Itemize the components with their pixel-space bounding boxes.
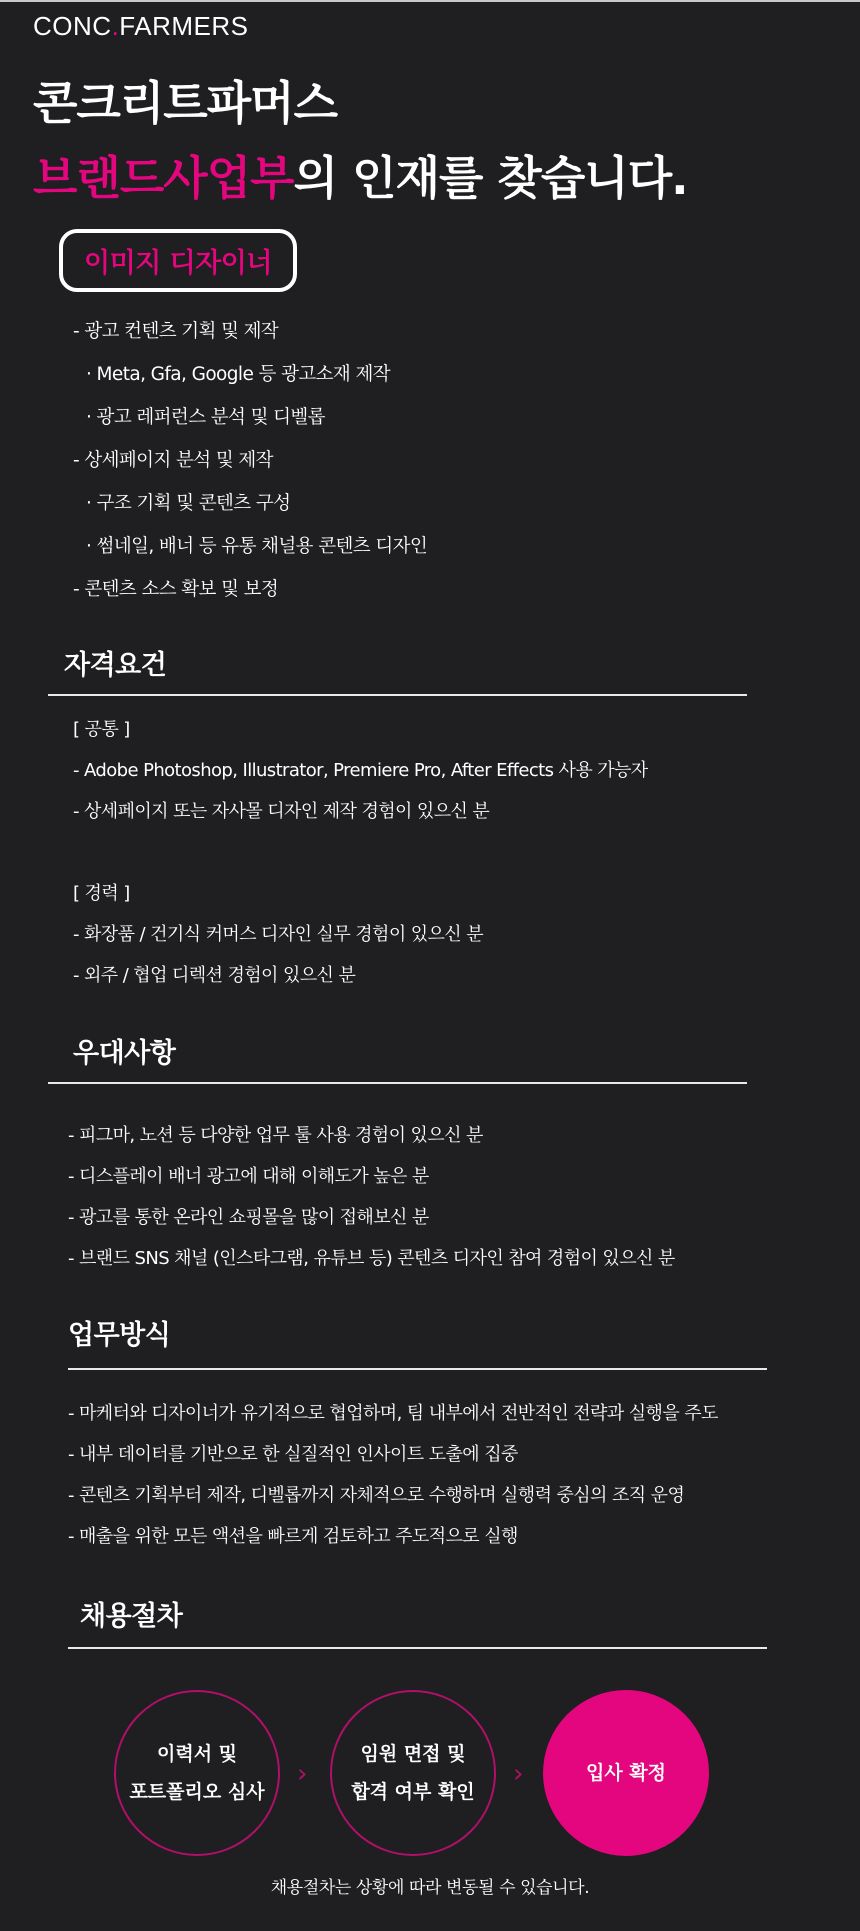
duty-sub-item: · 썸네일, 배너 등 유통 채널용 콘텐츠 디자인 xyxy=(86,536,428,557)
duties-list xyxy=(73,314,427,615)
logo-text-left: CONC xyxy=(33,11,112,41)
step-line-2: 포트폴리오 심사 xyxy=(129,1781,265,1803)
duty-item: - 콘텐츠 소스 확보 및 보정 xyxy=(73,579,279,600)
logo-dot: . xyxy=(111,11,120,41)
workstyle-item: - 콘텐츠 기획부터 제작, 디벨롭까지 자체적으로 수행하며 실행력 중심의 조직 운영 xyxy=(68,1485,685,1506)
requirement-item: - 외주 / 협업 디렉션 경험이 있으신 분 xyxy=(73,965,356,986)
preferred-item: - 브랜드 SNS 채널 (인스타그램, 유튜브 등) 콘텐츠 디자인 참여 경험이 있으신 분 xyxy=(68,1248,675,1269)
preferred-divider xyxy=(48,1082,747,1084)
preferred-list xyxy=(68,1118,675,1282)
brand-logo xyxy=(33,11,248,42)
workstyle-title: 업무방식 xyxy=(68,1320,171,1351)
chevron-right-icon: › xyxy=(297,1759,308,1789)
top-border xyxy=(0,0,860,2)
duty-sub-item: · 구조 기획 및 콘텐츠 구성 xyxy=(86,493,291,514)
requirements-list xyxy=(73,713,648,1000)
process-step-interview xyxy=(330,1690,496,1856)
preferred-item: - 디스플레이 배너 광고에 대해 이해도가 높은 분 xyxy=(68,1166,429,1187)
duty-sub-item: · 광고 레퍼런스 분석 및 디벨롭 xyxy=(86,407,325,428)
headline-line-1: 콘크리트파머스 xyxy=(33,76,338,130)
process-step-resume xyxy=(114,1690,280,1856)
step-line-1: 이력서 및 xyxy=(156,1743,238,1765)
headline-rest: 의 인재를 찾습니다. xyxy=(293,151,688,205)
step-line-1: 입사 확정 xyxy=(585,1762,667,1784)
workstyle-item: - 마케터와 디자이너가 유기적으로 협업하며, 팀 내부에서 전반적인 전략과 실행을 주도 xyxy=(68,1403,718,1424)
workstyle-item: - 내부 데이터를 기반으로 한 실질적인 인사이트 도출에 집중 xyxy=(68,1444,518,1465)
requirements-career-label: [ 경력 ] xyxy=(73,883,130,904)
workstyle-item: - 매출을 위한 모든 액션을 빠르게 검토하고 주도적으로 실행 xyxy=(68,1526,518,1547)
duty-item: - 상세페이지 분석 및 제작 xyxy=(73,450,273,471)
chevron-right-icon: › xyxy=(513,1759,524,1789)
page-headline xyxy=(33,66,688,216)
requirements-title: 자격요건 xyxy=(64,650,167,681)
workstyle-list xyxy=(68,1396,718,1560)
duty-sub-item: · Meta, Gfa, Google 등 광고소재 제작 xyxy=(86,364,390,385)
spacer xyxy=(73,836,648,877)
requirement-item: - 화장품 / 건기식 커머스 디자인 실무 경험이 있으신 분 xyxy=(73,924,484,945)
process-title: 채용절차 xyxy=(80,1601,183,1632)
process-divider xyxy=(68,1647,767,1649)
duty-item: - 광고 컨텐츠 기획 및 제작 xyxy=(73,321,279,342)
logo-text-right: FARMERS xyxy=(119,11,249,41)
preferred-item: - 광고를 통한 온라인 쇼핑몰을 많이 접해보신 분 xyxy=(68,1207,429,1228)
requirement-item: - Adobe Photoshop, Illustrator, Premiere Pro, After Effects 사용 가능자 xyxy=(73,760,648,781)
requirements-common-label: [ 공통 ] xyxy=(73,719,130,740)
step-line-2: 합격 여부 확인 xyxy=(351,1781,475,1803)
workstyle-divider xyxy=(68,1368,767,1370)
requirement-item: - 상세페이지 또는 자사몰 디자인 제작 경험이 있으신 분 xyxy=(73,801,490,822)
role-badge: 이미지 디자이너 xyxy=(59,229,297,292)
process-note: 채용절차는 상황에 따라 변동될 수 있습니다. xyxy=(270,1878,590,1898)
preferred-title: 우대사항 xyxy=(73,1038,176,1069)
requirements-divider xyxy=(48,694,747,696)
step-line-1: 임원 면접 및 xyxy=(360,1743,466,1765)
process-step-hired xyxy=(543,1690,709,1856)
preferred-item: - 피그마, 노션 등 다양한 업무 툴 사용 경험이 있으신 분 xyxy=(68,1125,483,1146)
headline-accent: 브랜드사업부 xyxy=(33,151,294,205)
